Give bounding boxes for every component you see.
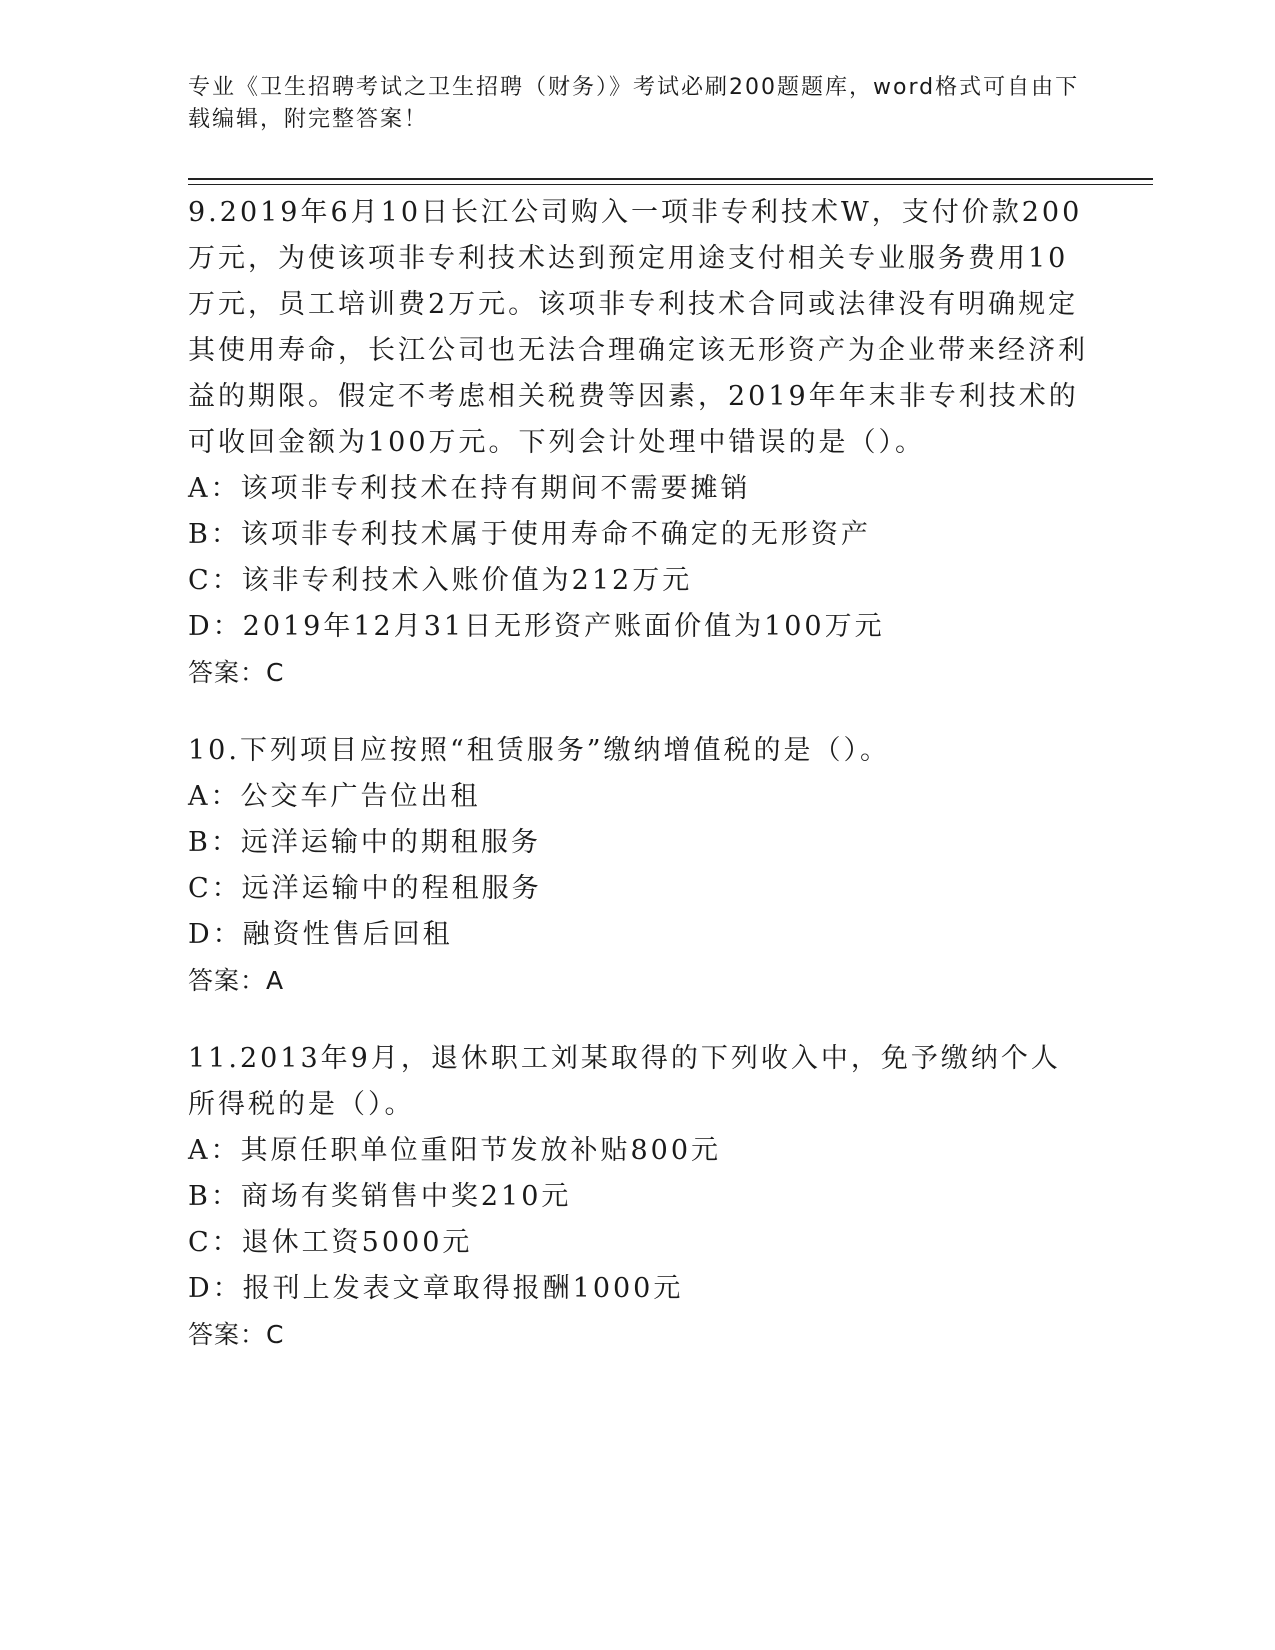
option-b: B：远洋运输中的期租服务 [188, 827, 541, 858]
header-title: 专业《卫生招聘考试之卫生招聘（财务）》考试必刷200题题库，word格式可自由下载编辑，附完整答案！ [188, 75, 1080, 132]
answer: 答案：C [188, 658, 285, 687]
question-9 [188, 190, 1088, 696]
answer: 答案：A [188, 966, 285, 995]
option-b: B：该项非专利技术属于使用寿命不确定的无形资产 [188, 519, 871, 550]
option-b: B：商场有奖销售中奖210元 [188, 1181, 572, 1212]
option-a: A：公交车广告位出租 [188, 781, 481, 812]
option-c: C：退休工资5000元 [188, 1227, 473, 1258]
option-d: D：报刊上发表文章取得报酬1000元 [188, 1273, 684, 1304]
answer: 答案：C [188, 1320, 285, 1349]
option-d: D：2019年12月31日无形资产账面价值为100万元 [188, 611, 885, 642]
option-a: A：其原任职单位重阳节发放补贴800元 [188, 1135, 722, 1166]
option-d: D：融资性售后回租 [188, 919, 453, 950]
question-11 [188, 1036, 1088, 1358]
option-c: C：该非专利技术入账价值为212万元 [188, 565, 693, 596]
question-10 [188, 728, 1088, 1004]
document-header [188, 72, 1088, 136]
question-stem: 11.2013年9月，退休职工刘某取得的下列收入中，免予缴纳个人所得税的是（）。 [188, 1043, 1061, 1120]
question-stem: 10.下列项目应按照“租赁服务”缴纳增值税的是（）。 [188, 735, 891, 766]
option-c: C：远洋运输中的程租服务 [188, 873, 542, 904]
question-stem: 9.2019年6月10日长江公司购入一项非专利技术W，支付价款200万元，为使该项非专利技术达到预定用途支付相关专业服务费用10万元，员工培训费2万元。该项非专利技术合同或法律没有明确规定其使用寿命，长江公司也无法合理确定该无形资产为企业带来经济利益的期限。假定不考虑相关税费等因素，2019年年末非专利技术的可收回金额为100万元。下列会计处理中错误的是（）。 [188, 197, 1088, 458]
header-divider-thin [188, 184, 1153, 185]
question-list [188, 190, 1088, 1390]
header-divider-thick [188, 178, 1153, 180]
option-a: A：该项非专利技术在持有期间不需要摊销 [188, 473, 751, 504]
